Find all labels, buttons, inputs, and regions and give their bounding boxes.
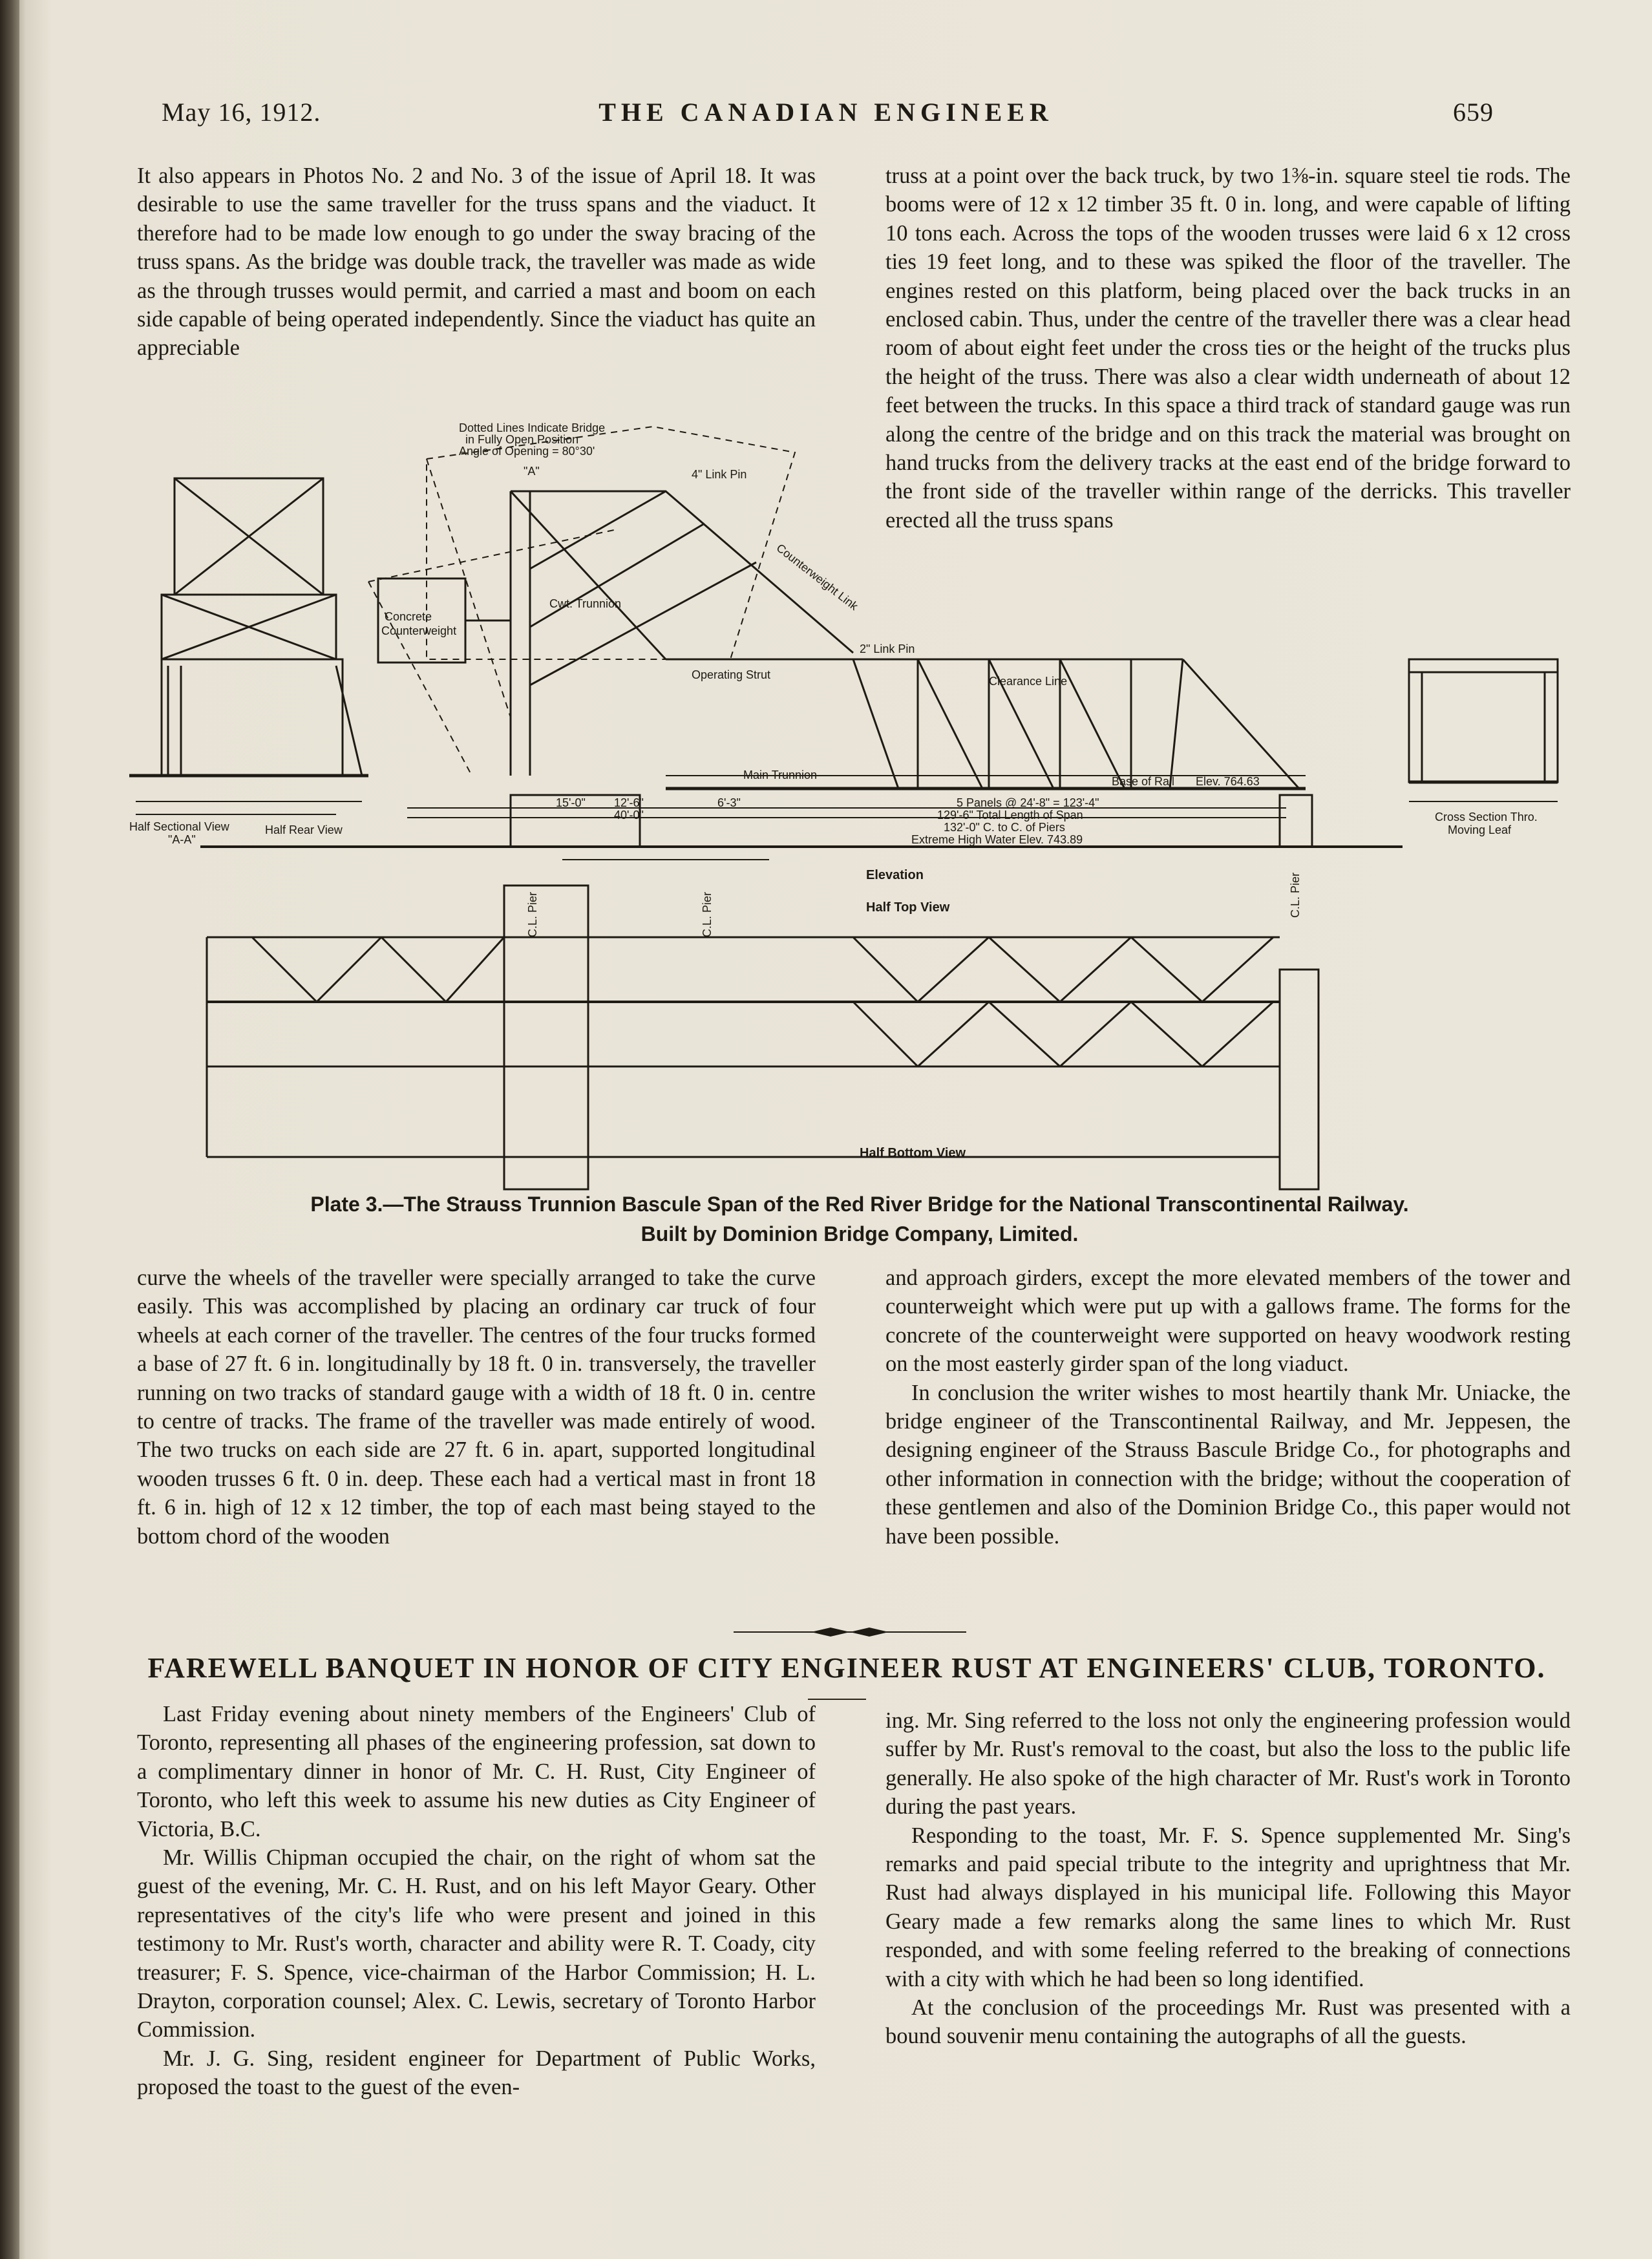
- figure-label: Operating Strut: [692, 668, 771, 681]
- article-title: FAREWELL BANQUET IN HONOR OF CITY ENGINEER RUST AT ENGINEERS' CLUB, TORONTO.: [147, 1652, 1546, 1684]
- figure-note: Angle of Opening = 80°30': [459, 445, 595, 458]
- figure-label: 40'-0": [614, 809, 644, 822]
- figure-label: Main Trunnion: [743, 769, 818, 781]
- figure-label: Moving Leaf: [1448, 823, 1512, 836]
- figure-label: 129'-6" Total Length of Span: [937, 809, 1083, 822]
- journal-title: THE CANADIAN ENGINEER: [598, 98, 1054, 127]
- column-bottom-right: [885, 1706, 1571, 2051]
- paragraph: curve the wheels of the traveller were specially arranged to take the curve easily. This was accomplished by placing an ordinary car truck of four wheels at each corner of the traveller. The centres of the four trucks formed a base of 27 ft. 6 in. longitudinally by 18 ft. 0 in. transversely, the traveller running on two tracks of standard gauge with a width of 18 ft. 0 in. centre to centre of tracks. The frame of the traveller was made entirely of wood. The two trucks on each side are 27 ft. 6 in. apart, supported longitudinal wooden trusses 6 ft. 0 in. deep. These each had a vertical mast in front 18 ft. 6 in. high of 12 x 12 timber, the top of each mast being stayed to the bottom chord of the wooden: [137, 1266, 816, 1549]
- figure-label: 6'-3": [717, 796, 741, 809]
- figure-label: Half Sectional View: [129, 820, 229, 833]
- paragraph: Mr. Willis Chipman occupied the chair, on the right of whom sat the guest of the evening, Mr. C. H. Rust, and on his left Mayor Geary. Other representatives of the city's life who were present and joined in this testimony to Mr. Rust's worth, character and ability were R. T. Coady, city treasurer; F. S. Spence, vice-chairman of the Harbor Commission; H. L. Drayton, corporation counsel; Alex. C. Lewis, secretary of Toronto Harbor Commission.: [137, 1845, 816, 2042]
- figure-label: "A-A": [168, 833, 196, 846]
- figure-label: 4" Link Pin: [692, 468, 747, 481]
- column-bottom-left: [137, 1700, 816, 2102]
- figure-label: Counterweight Link: [774, 541, 861, 613]
- figure-label: Base of Rail: [1112, 775, 1175, 788]
- figure-label: Elev. 764.63: [1196, 775, 1260, 788]
- figure-caption: [129, 1189, 1590, 1249]
- paragraph: Last Friday evening about ninety members of the Engineers' Club of Toronto, representing all phases of the engineering profession, sat down to a complimentary dinner in honor of Mr. C. H. Rust, City Engineer of Toronto, who left this week to assume his new duties as City Engineer of Victoria, B.C.: [137, 1702, 816, 1841]
- paragraph: Responding to the toast, Mr. F. S. Spence supplemented Mr. Sing's remarks and paid special tribute to the integrity and uprightness that Mr. Rust had always displayed in his municipal life. Following this Mayor Geary made a few remarks along the same lines to which Mr. Rust responded, and with some feeling referred to the breaking of connections with a city with which he had been so long identified.: [885, 1823, 1571, 1991]
- plan-view-drawing: [207, 886, 1318, 1189]
- figure-label: Cross Section Thro.: [1435, 811, 1538, 823]
- figure-note: in Fully Open Position: [465, 433, 579, 446]
- paragraph: In conclusion the writer wishes to most heartily thank Mr. Uniacke, the bridge engineer of the Transcontinental Railway, and Mr. Jeppesen, the designing engineer of the Strauss Bascule Bridge Co., for photographs and other information in connection with the bridge; without the cooperation of these gentlemen and also of the Dominion Bridge Co., this paper would not have been possible.: [885, 1380, 1571, 1549]
- figure-label: 2" Link Pin: [860, 642, 915, 655]
- figure-label: C.L. Pier: [526, 891, 539, 937]
- issue-date: May 16, 1912.: [162, 98, 321, 127]
- cross-section-drawing: [1409, 659, 1558, 801]
- ornamental-divider: [734, 1622, 966, 1642]
- figure-label: Counterweight: [381, 624, 457, 637]
- figure-label: Clearance Line: [989, 675, 1068, 688]
- caption-line: Built by Dominion Bridge Company, Limited.: [641, 1222, 1079, 1246]
- caption-line: Plate 3.—The Strauss Trunnion Bascule Span of the Red River Bridge for the National Transcontinental Railway.: [310, 1193, 1409, 1216]
- figure-label: 15'-0": [556, 796, 586, 809]
- paragraph: It also appears in Photos No. 2 and No. 3 of the issue of April 18. It was desirable to use the same traveller for the truss spans and the viaduct. It therefore had to be made low enough to go under the sway bracing of the truss spans. As the bridge was double track, the traveller was made as wide as the through trusses would permit, and carried a mast and boom on each side capable of being operated independently. Since the viaduct has quite an appreciable: [137, 164, 816, 361]
- figure-label: Cwt. Trunnion: [549, 597, 622, 610]
- figure-label: Half Rear View: [265, 823, 343, 836]
- figure-label: C.L. Pier: [701, 891, 714, 937]
- figure-note: Dotted Lines Indicate Bridge: [459, 421, 606, 434]
- figure-label: "A": [524, 465, 540, 478]
- column-top-left: [137, 162, 816, 363]
- paragraph: Mr. J. G. Sing, resident engineer for Department of Public Works, proposed the toast to the guest of the even-: [137, 2046, 816, 2100]
- figure-label: Concrete: [385, 610, 432, 623]
- figure-label: Extreme High Water Elev. 743.89: [911, 833, 1083, 846]
- figure-label: Half Bottom View: [860, 1146, 966, 1160]
- column-mid-left: [137, 1264, 816, 1551]
- figure-label: 5 Panels @ 24'-8" = 123'-4": [957, 796, 1099, 809]
- book-binding-edge: [0, 0, 19, 2259]
- figure-label: 132'-0" C. to C. of Piers: [944, 821, 1065, 834]
- figure-label: Half Top View: [866, 900, 950, 915]
- paragraph: ing. Mr. Sing referred to the loss not only the engineering profession would suffer by Mr. Rust's removal to the coast, but also the loss to the public life generally. He also spoke of the high character of Mr. Rust's work in Toronto during the past years.: [885, 1708, 1571, 1819]
- figure-label: Elevation: [866, 868, 924, 882]
- figure-label: C.L. Pier: [1289, 872, 1302, 918]
- paragraph: truss at a point over the back truck, by two 1⅜-in. square steel tie rods. The booms were of 12 x 12 timber 35 ft. 0 in. long, and were capable of lifting 10 tons each. Across the tops of the wooden trusses were laid 6 x 12 cross ties 19 feet long, and to these was spiked the floor of the traveller. The engines rested on this platform, being placed over the back trucks in an enclosed cabin. Thus, under the centre of the traveller there was a clear head room of about eight feet under the cross ties or the height of the trucks plus the height of the truss. There was also a clear width underneath of about 12 feet between the trucks. In this space a third track of standard gauge was run along the centre of the bridge and on this track the material was brought on hand trucks from the delivery tracks at the east end of the bridge forward to the front side of the traveller within range of the derricks. This traveller erected all the truss spans: [885, 164, 1571, 533]
- page-number: 659: [1453, 98, 1494, 127]
- figure-label: 12'-6": [614, 796, 644, 809]
- piers-drawing: [200, 795, 1403, 860]
- column-mid-right: [885, 1264, 1571, 1551]
- paragraph: and approach girders, except the more elevated members of the tower and counterweight which were put up with a gallows frame. The forms for the concrete of the counterweight were supported on heavy woodwork resting on the most easterly girder span of the long viaduct.: [885, 1266, 1571, 1377]
- title-rule: [808, 1699, 866, 1700]
- half-sectional-view-drawing: [129, 478, 368, 814]
- bridge-drawing-figure: [123, 414, 1596, 1202]
- paragraph: At the conclusion of the proceedings Mr. Rust was presented with a bound souvenir menu containing the autographs of all the guests.: [885, 1995, 1571, 2049]
